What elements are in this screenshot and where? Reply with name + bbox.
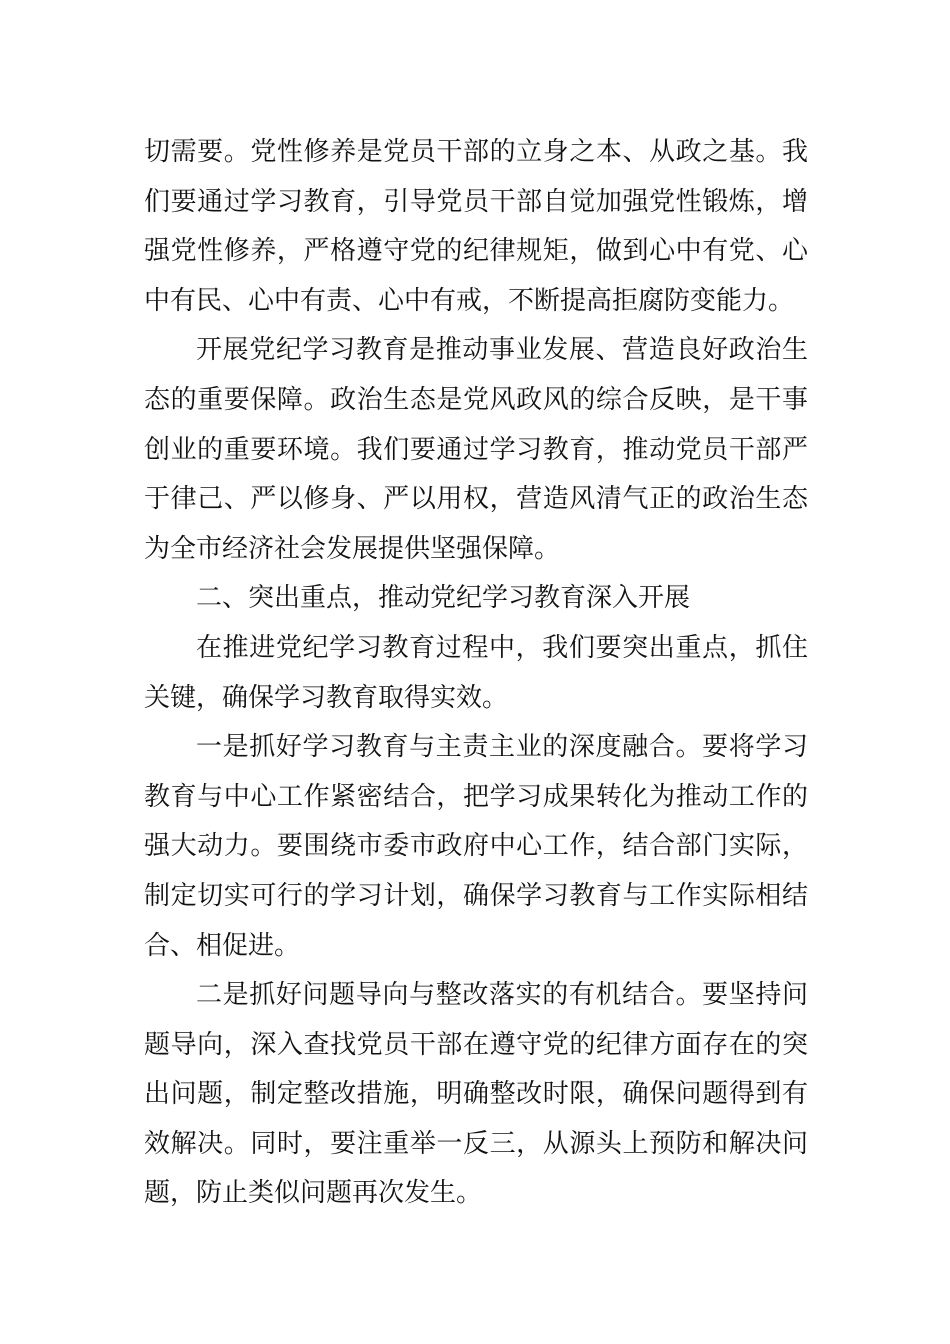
section-heading-2: 二、突出重点，推动党纪学习教育深入开展	[196, 583, 691, 614]
paragraph-section-intro: 在推进党纪学习教育过程中，我们要突出重点，抓住关键，确保学习教育取得实效。	[144, 632, 808, 713]
paragraph-political-ecology: 开展党纪学习教育是推动事业发展、营造良好政治生态的重要保障。政治生态是党风政风的综合反映，是干事创业的重要环境。我们要通过学习教育，推动党员干部严于律己、严以修身、严以用权，营造风清气正的政治生态为全市经济社会发展提供坚强保障。	[144, 335, 808, 564]
paragraph-continuation: 切需要。党性修养是党员干部的立身之本、从政之基。我们要通过学习教育，引导党员干部自觉加强党性锻炼，增强党性修养，严格遵守党的纪律规矩，做到心中有党、心中有民、心中有责、心中有戒，不断提高拒腐防变能力。	[144, 137, 808, 316]
paragraph-point-2: 二是抓好问题导向与整改落实的有机结合。要坚持问题导向，深入查找党员干部在遵守党的纪律方面存在的突出问题，制定整改措施，明确整改时限，确保问题得到有效解决。同时，要注重举一反三，从源头上预防和解决问题，防止类似问题再次发生。	[144, 980, 808, 1209]
document-body	[144, 128, 808, 1219]
paragraph-point-1: 一是抓好学习教育与主责主业的深度融合。要将学习教育与中心工作紧密结合，把学习成果转化为推动工作的强大动力。要围绕市委市政府中心工作，结合部门实际，制定切实可行的学习计划，确保学习教育与工作实际相结合、相促进。	[144, 732, 808, 961]
